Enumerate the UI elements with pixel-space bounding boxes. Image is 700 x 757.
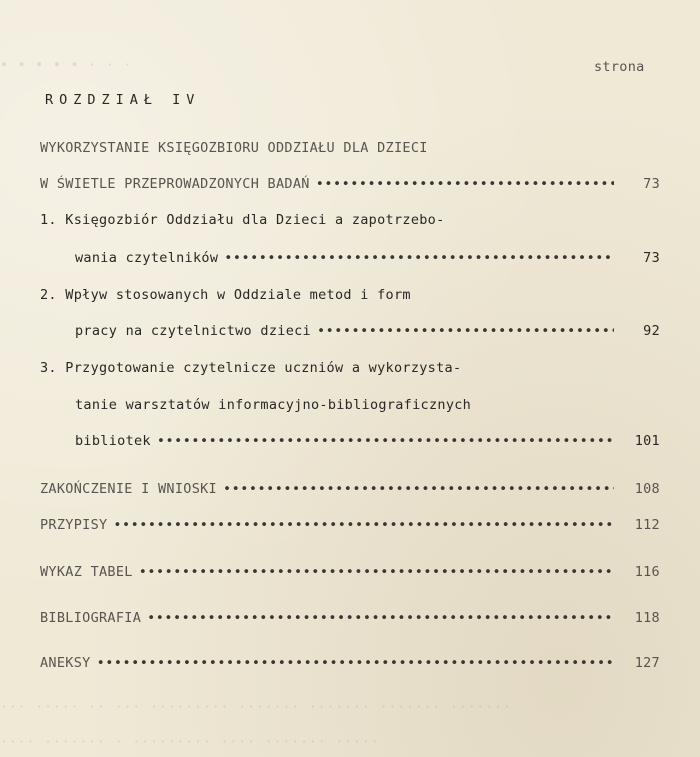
section-title-line2: W ŚWIETLE PRZEPROWADZONYCH BADAŃ xyxy=(40,176,310,192)
toc-item-3-line1: 3. Przygotowanie czytelnicze uczniów a wykorzysta- xyxy=(40,360,462,376)
toc-entry-label: PRZYPISY xyxy=(40,517,108,533)
leader-dots xyxy=(139,564,614,580)
page-number: 112 xyxy=(634,517,660,533)
page-number: 118 xyxy=(634,610,660,626)
leader-dots xyxy=(147,610,614,626)
toc-entry-label: ANEKSY xyxy=(40,655,91,671)
leader-dots xyxy=(157,433,614,449)
toc-entry-row xyxy=(40,517,660,533)
leader-dots xyxy=(113,517,614,533)
page-number: 73 xyxy=(643,176,660,192)
leader-dots xyxy=(97,655,614,671)
page-number: 127 xyxy=(634,655,660,671)
page-number: 108 xyxy=(634,481,660,497)
toc-entry-label: ZAKOŃCZENIE I WNIOSKI xyxy=(40,481,217,497)
toc-item-2-line1: 2. Wpływ stosowanych w Oddziale metod i form xyxy=(40,287,411,303)
leader-dots xyxy=(224,250,614,266)
page-number: 101 xyxy=(634,433,660,449)
toc-item-3-line2: tanie warsztatów informacyjno-bibliograficznych xyxy=(75,397,472,413)
section-title-row xyxy=(40,176,660,192)
page-number: 92 xyxy=(643,323,660,339)
toc-item-3-line3: bibliotek xyxy=(75,433,151,449)
toc-entry-row xyxy=(40,655,660,671)
bleed-through: ··· ····· ·· ··· ········· ······· ······· ······· ······· xyxy=(0,700,512,715)
page-column-heading: strona xyxy=(594,59,645,75)
toc-item-1-line2: wania czytelników xyxy=(75,250,219,266)
leader-dots xyxy=(316,176,614,192)
leader-dots xyxy=(317,323,614,339)
toc-entry-label: WYKAZ TABEL xyxy=(40,564,133,580)
chapter-heading: ROZDZIAŁ IV xyxy=(45,92,201,108)
toc-item-2-row xyxy=(75,323,660,339)
toc-item-2-line2: pracy na czytelnictwo dzieci xyxy=(75,323,311,339)
bleed-through: ···· ······· · ········· ···· ······· ····· xyxy=(0,735,380,750)
toc-item-3-row xyxy=(75,433,660,449)
toc-item-1-line1: 1. Księgozbiór Oddziału dla Dzieci a zapotrzebo- xyxy=(40,212,445,228)
toc-entry-label: BIBLIOGRAFIA xyxy=(40,610,142,626)
toc-entry-row xyxy=(40,481,660,497)
leader-dots xyxy=(223,481,614,497)
page-number: 116 xyxy=(634,564,660,580)
toc-entry-row xyxy=(40,610,660,626)
toc-entry-row xyxy=(40,564,660,580)
page-number: 73 xyxy=(643,250,660,266)
bleed-through: • • • • • · · · xyxy=(0,58,133,73)
section-title-line1: WYKORZYSTANIE KSIĘGOZBIORU ODDZIAŁU DLA DZIECI xyxy=(40,140,428,156)
toc-item-1-row xyxy=(75,250,660,266)
